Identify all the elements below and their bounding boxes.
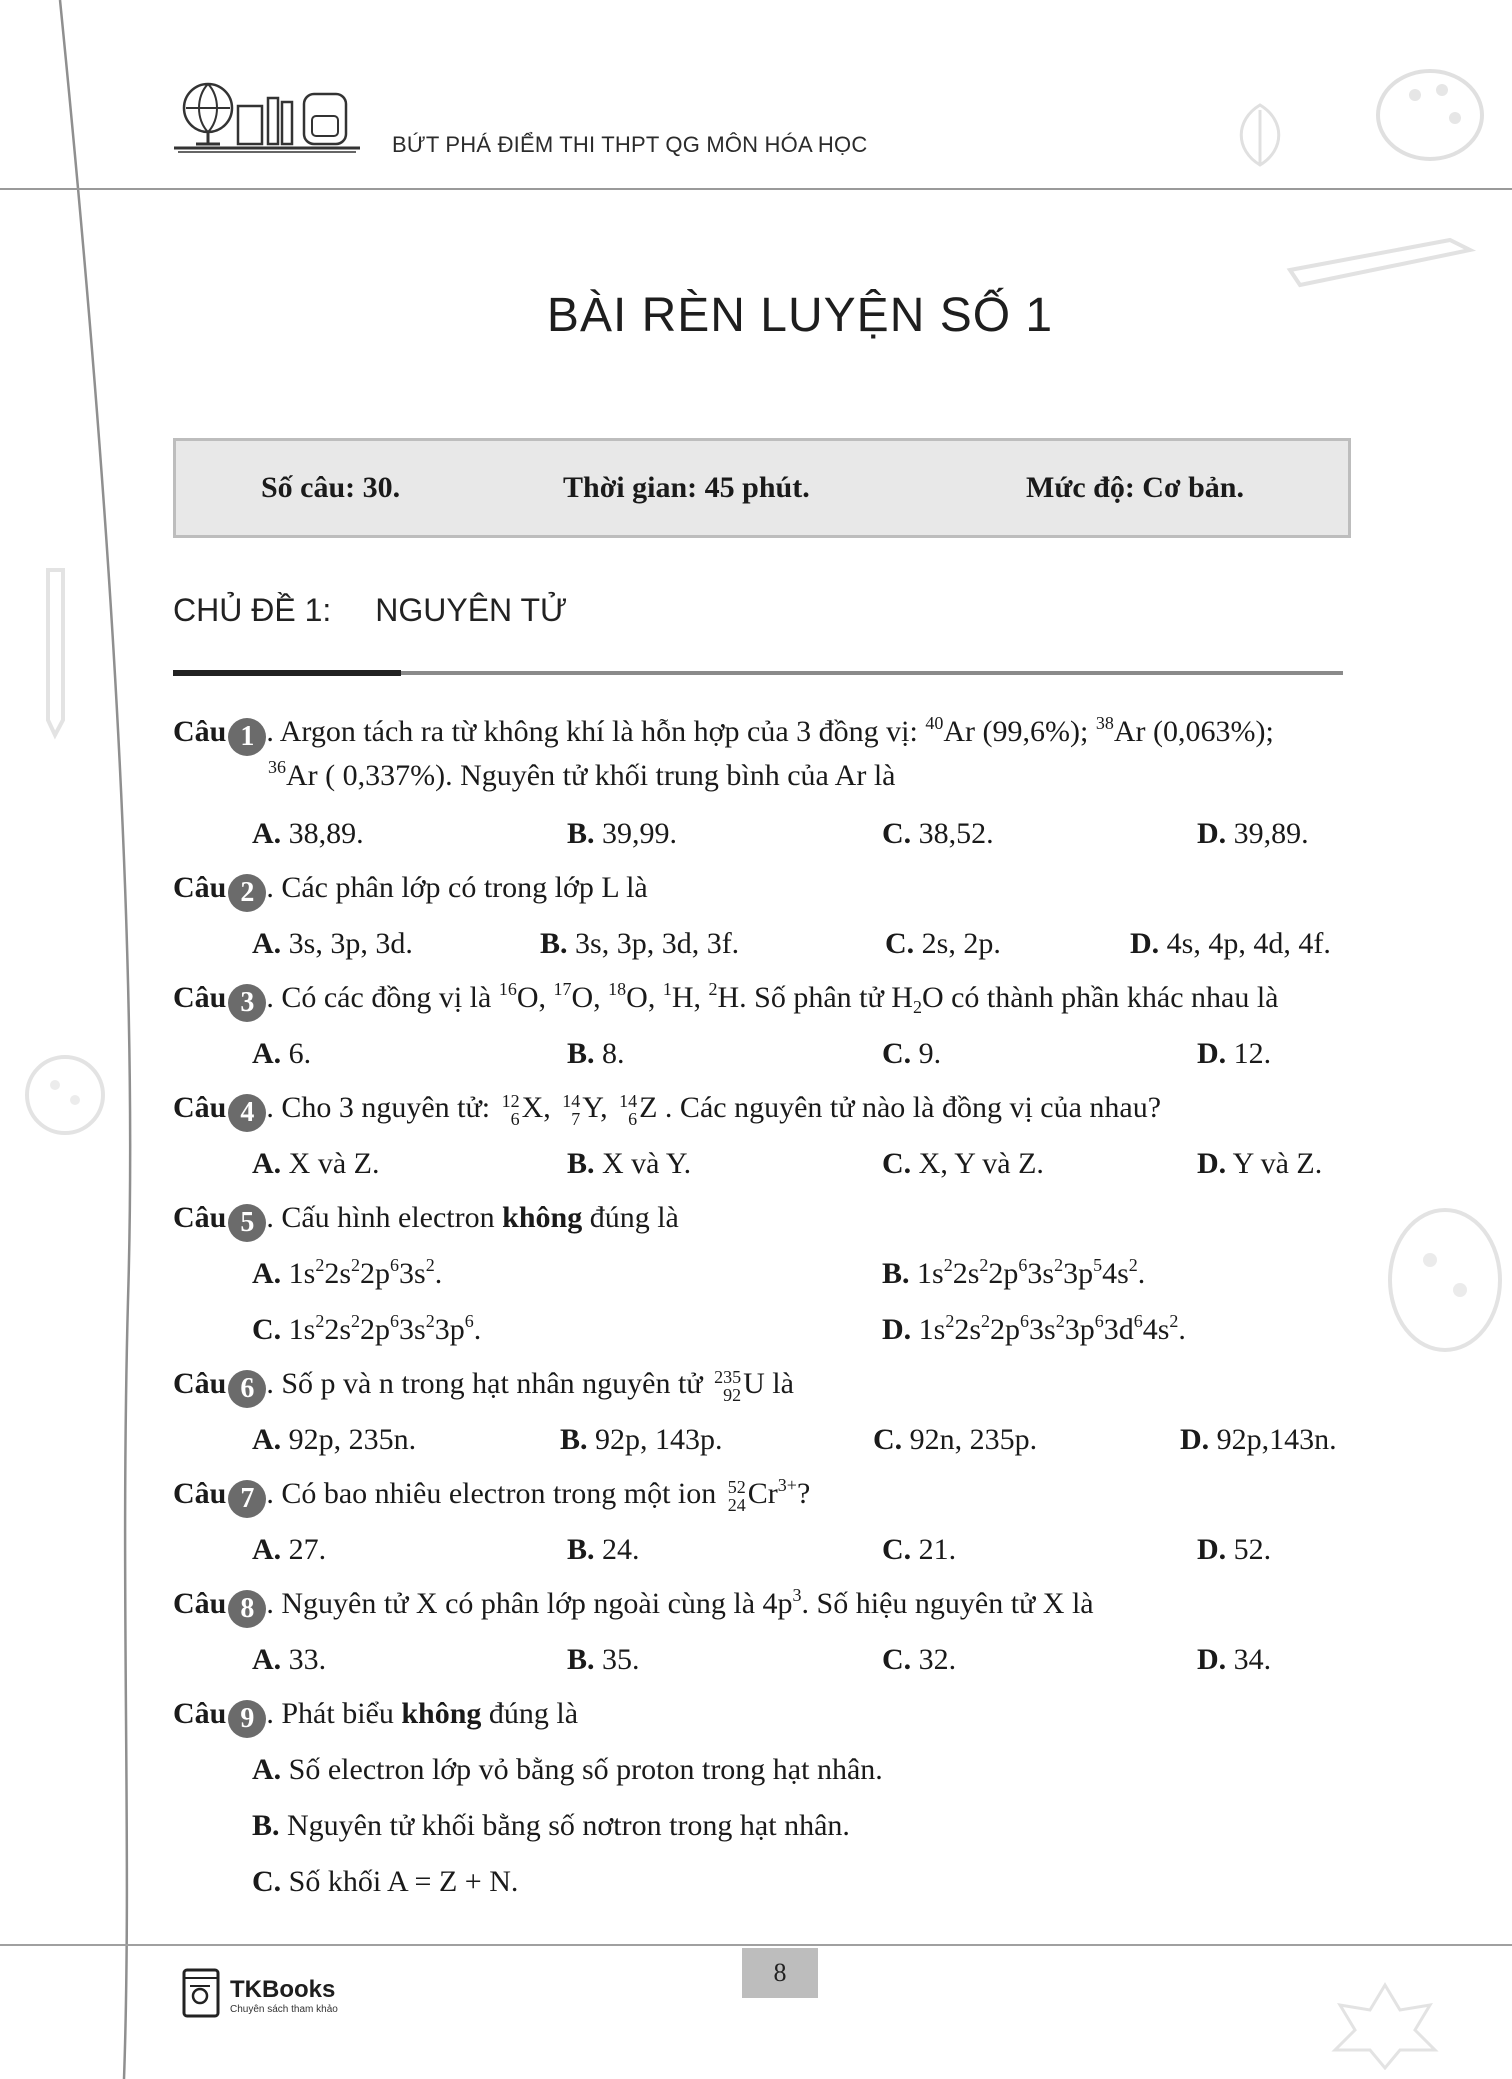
question-text: . Phát biểu không đúng là xyxy=(266,1697,579,1730)
option-d[interactable]: D. 39,89. xyxy=(1197,817,1309,850)
option-d[interactable]: D. 4s, 4p, 4d, 4f. xyxy=(1130,927,1331,960)
topic-label: CHỦ ĐỀ 1: xyxy=(173,592,332,628)
question-label: Câu xyxy=(173,1587,227,1620)
question-text: . Có các đồng vị là $^{16}$O, $^{17}$O, $^{18}$O, $^1$H, $^2$H. Số phân tử $H_2O$ có thành phần khác nhau là xyxy=(266,979,1279,1017)
brand-tagline: Chuyên sách tham khảo xyxy=(230,2004,338,2015)
option-b[interactable]: B. Nguyên tử khối bằng số nơtron trong hạt nhân. xyxy=(252,1809,850,1842)
footer-divider xyxy=(0,1944,1512,1946)
header-divider xyxy=(0,188,1512,190)
palette-icon xyxy=(1370,60,1490,175)
question-6 xyxy=(173,1364,794,1408)
option-a[interactable]: A. 6. xyxy=(252,1037,312,1070)
option-d[interactable]: D. 92p,143n. xyxy=(1180,1423,1337,1456)
topic-heading xyxy=(173,592,567,629)
option-c[interactable]: C. Số khối A = Z + N. xyxy=(252,1865,519,1898)
option-b[interactable]: B. 35. xyxy=(567,1643,640,1676)
question-number-badge: 9 xyxy=(228,1700,266,1738)
option-d[interactable]: D. Y và Z. xyxy=(1197,1147,1323,1180)
option-b[interactable]: B. 24. xyxy=(567,1533,640,1566)
option-a[interactable]: A. 92p, 235n. xyxy=(252,1423,417,1456)
question-7 xyxy=(173,1474,810,1518)
option-a[interactable]: A. 3s, 3p, 3d. xyxy=(252,927,413,960)
question-label: Câu xyxy=(173,981,227,1014)
question-5 xyxy=(173,1198,679,1242)
option-b[interactable]: B. 3s, 3p, 3d, 3f. xyxy=(540,927,740,960)
backpack-icon xyxy=(304,94,346,144)
option-c[interactable]: C. 92n, 235p. xyxy=(873,1423,1038,1456)
question-label: Câu xyxy=(173,1697,227,1730)
option-a[interactable]: A. 27. xyxy=(252,1533,327,1566)
option-d[interactable]: D. 52. xyxy=(1197,1533,1272,1566)
option-c[interactable]: C. 2s, 2p. xyxy=(885,927,1001,960)
option-b[interactable]: B. 39,99. xyxy=(567,817,678,850)
question-number-badge: 7 xyxy=(228,1480,266,1518)
option-c[interactable]: C. 9. xyxy=(882,1037,942,1070)
option-a[interactable]: A. 33. xyxy=(252,1643,327,1676)
page-number: 8 xyxy=(742,1948,818,1998)
question-1-text-cont: $^{36}$Ar ( 0,337%). Nguyên tử khối trung bình của Ar là xyxy=(268,757,896,792)
option-d[interactable]: D. 12. xyxy=(1197,1037,1272,1070)
question-label: Câu xyxy=(173,1201,227,1234)
option-b[interactable]: B. 92p, 143p. xyxy=(560,1423,723,1456)
option-b[interactable]: B. $1s^22s^22p^63s^23p^54s^2$. xyxy=(882,1255,1146,1290)
question-label: Câu xyxy=(173,871,227,904)
option-a[interactable]: A. $1s^22s^22p^63s^2$. xyxy=(252,1255,443,1290)
question-3 xyxy=(173,978,1278,1022)
topic-underline-accent xyxy=(173,670,401,676)
question-4 xyxy=(173,1088,1161,1132)
question-number-badge: 8 xyxy=(228,1590,266,1628)
option-a[interactable]: A. 38,89. xyxy=(252,817,364,850)
pencil-icon xyxy=(1280,230,1480,295)
leaf-icon xyxy=(1230,100,1290,175)
books-icon xyxy=(238,98,292,144)
page-title: BÀI RÈN LUYỆN SỐ 1 xyxy=(546,289,1054,342)
question-number-badge: 6 xyxy=(228,1370,266,1408)
question-number-badge: 5 xyxy=(228,1204,266,1242)
question-number-badge: 2 xyxy=(228,874,266,912)
question-text: . Cho 3 nguyên tử: 12 6 X, 14 7 Y, 14 6 Z . Các nguyên tử nào là đồng vị của nhau? xyxy=(266,1091,1162,1129)
leaf-icon xyxy=(1330,1980,1440,2075)
topic-name: NGUYÊN TỬ xyxy=(375,592,568,628)
header-illustration xyxy=(172,78,362,161)
option-b[interactable]: B. 8. xyxy=(567,1037,625,1070)
question-text: . Có bao nhiêu electron trong một ion 52 24 $Cr^{3+}$? xyxy=(266,1475,811,1515)
question-label: Câu xyxy=(173,1477,227,1510)
question-label: Câu xyxy=(173,1367,227,1400)
book-logo-icon xyxy=(180,1966,224,2027)
option-c[interactable]: C. 32. xyxy=(882,1643,957,1676)
question-text: . Cấu hình electron không đúng là xyxy=(266,1201,679,1234)
globe-icon xyxy=(184,84,232,144)
brand-name: TKBooks xyxy=(230,1976,336,2003)
option-b[interactable]: B. X và Y. xyxy=(567,1147,692,1180)
question-text: . Argon tách ra từ không khí là hỗn hợp của 3 đồng vị: $^{40}$Ar (99,6%); $^{38}$Ar (0,063%); xyxy=(266,713,1274,748)
question-number-badge: 1 xyxy=(228,718,266,756)
option-c[interactable]: C. 21. xyxy=(882,1533,957,1566)
palette-icon xyxy=(1380,1200,1510,1365)
question-text: . Các phân lớp có trong lớp L là xyxy=(266,871,648,904)
option-a[interactable]: A. X và Z. xyxy=(252,1147,380,1180)
question-1 xyxy=(173,712,1274,756)
option-c[interactable]: C. 38,52. xyxy=(882,817,994,850)
question-label: Câu xyxy=(173,715,227,748)
question-text: . Số p và n trong hạt nhân nguyên tử 235 92 U là xyxy=(266,1367,794,1405)
topic-underline xyxy=(401,671,1343,675)
question-9 xyxy=(173,1694,578,1738)
option-a[interactable]: A. Số electron lớp vỏ bằng số proton trong hạt nhân. xyxy=(252,1753,883,1786)
option-c[interactable]: C. X, Y và Z. xyxy=(882,1147,1044,1180)
question-count: Số câu: 30. xyxy=(261,471,401,504)
question-number-badge: 3 xyxy=(228,984,266,1022)
duration: Thời gian: 45 phút. xyxy=(563,471,810,504)
option-c[interactable]: C. $1s^22s^22p^63s^23p^6$. xyxy=(252,1311,482,1346)
question-label: Câu xyxy=(173,1091,227,1124)
question-8 xyxy=(173,1584,1094,1628)
question-number-badge: 4 xyxy=(228,1094,266,1132)
difficulty-level: Mức độ: Cơ bản. xyxy=(1026,471,1244,504)
question-text: . Nguyên tử X có phân lớp ngoài cùng là $4p^3$. Số hiệu nguyên tử X là xyxy=(266,1585,1094,1620)
exam-info-box xyxy=(173,438,1351,538)
question-2 xyxy=(173,868,648,912)
option-d[interactable]: D. $1s^22s^22p^63s^23p^63d^64s^2$. xyxy=(882,1311,1186,1346)
header-title: BỨT PHÁ ĐIỂM THI THPT QG MÔN HÓA HỌC xyxy=(392,132,868,157)
option-d[interactable]: D. 34. xyxy=(1197,1643,1272,1676)
